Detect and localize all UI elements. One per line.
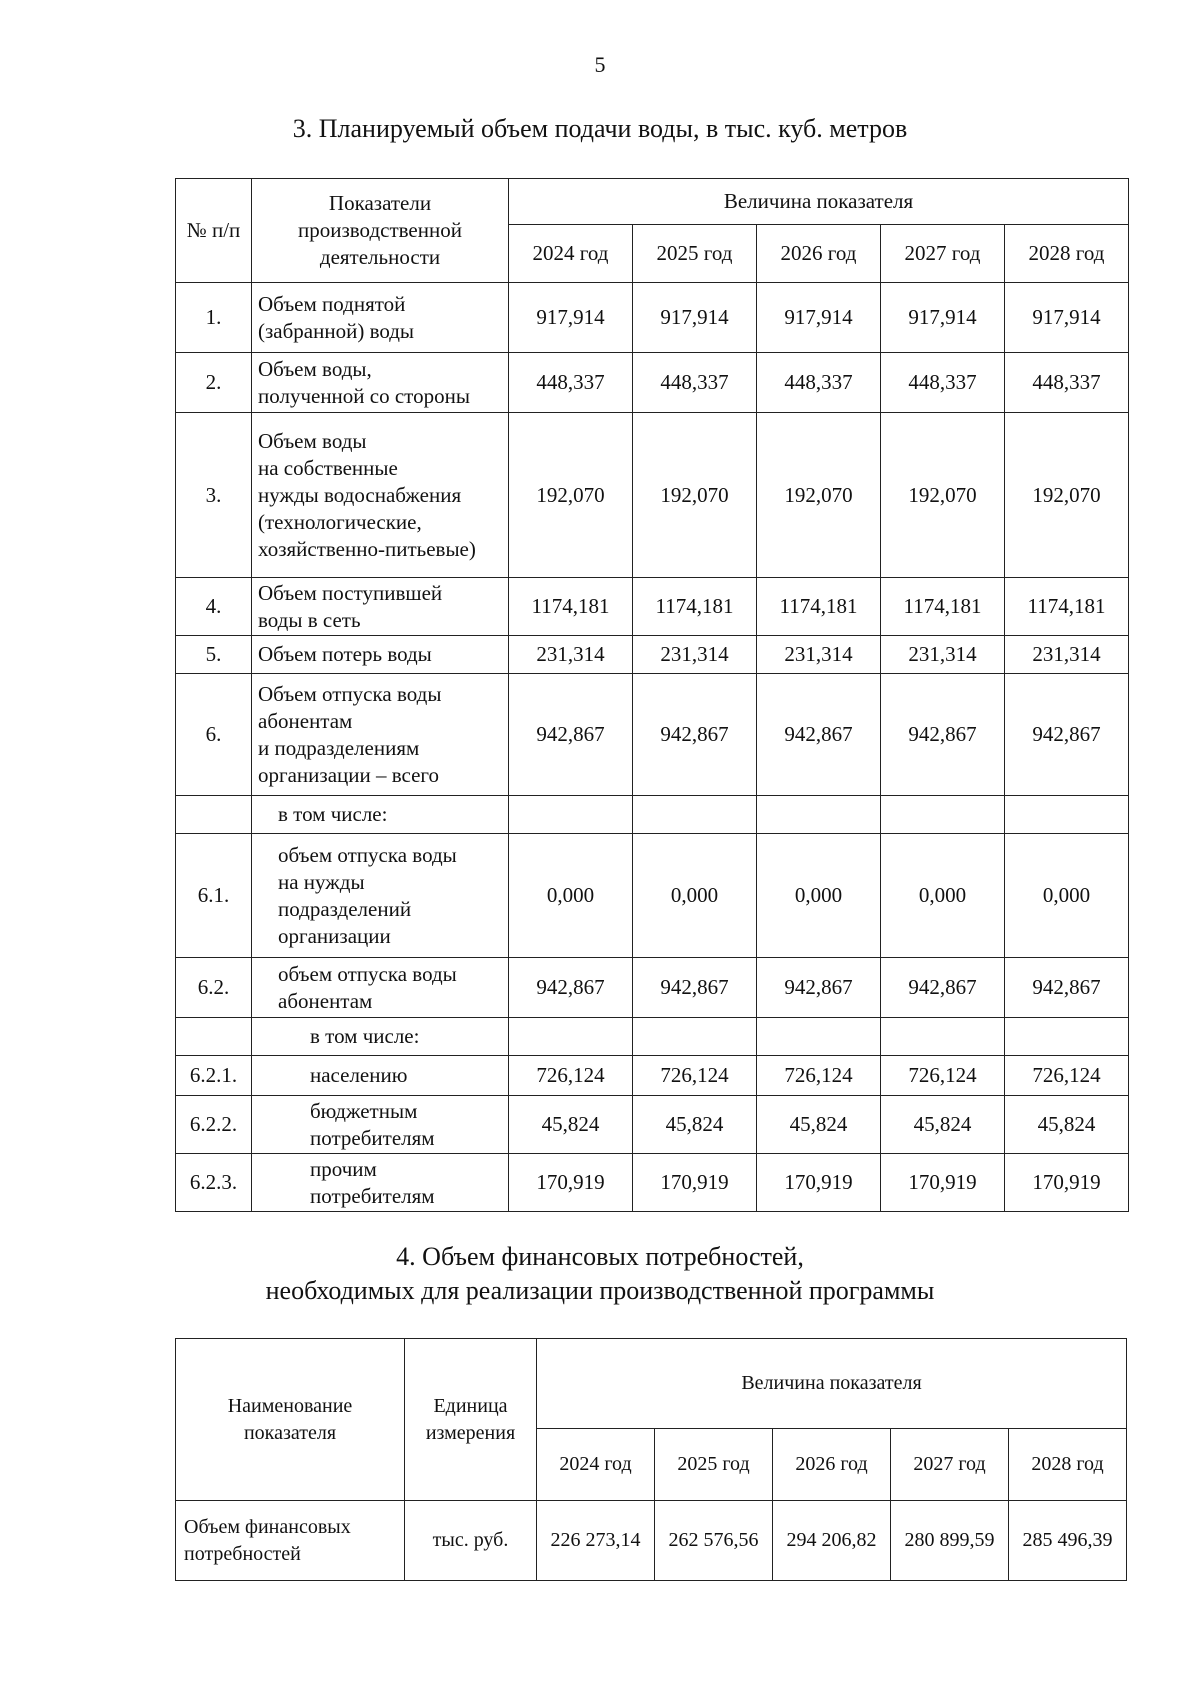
value-cell: 942,867 bbox=[1005, 958, 1129, 1018]
value-cell: 726,124 bbox=[757, 1056, 881, 1096]
table-row bbox=[176, 636, 1129, 674]
value-cell: 0,000 bbox=[757, 834, 881, 958]
indicator-line: организации – всего bbox=[258, 762, 440, 787]
indicator-line: Объем отпуска воды bbox=[258, 681, 442, 706]
indicator-line: (технологические, bbox=[258, 509, 422, 534]
indicator-line: потребителям bbox=[310, 1125, 435, 1150]
indicator-line: Объем поступившей bbox=[258, 580, 443, 605]
value-cell: 917,914 bbox=[881, 283, 1005, 353]
header-year: 2028 год bbox=[1009, 1429, 1127, 1501]
table-row bbox=[176, 958, 1129, 1018]
indicator-line: воды в сеть bbox=[258, 607, 361, 632]
value-cell: 942,867 bbox=[633, 958, 757, 1018]
indicator-line: Объем потерь воды bbox=[258, 642, 432, 666]
value-cell: 942,867 bbox=[633, 674, 757, 796]
header-year: 2026 год bbox=[773, 1429, 891, 1501]
value-cell: 280 899,59 bbox=[891, 1501, 1009, 1581]
row-number: 6.1. bbox=[176, 834, 252, 958]
value-cell: 726,124 bbox=[633, 1056, 757, 1096]
row-indicator bbox=[252, 958, 509, 1018]
value-cell: 170,919 bbox=[509, 1154, 633, 1212]
value-cell: 0,000 bbox=[881, 834, 1005, 958]
table-row bbox=[176, 1018, 1129, 1056]
value-cell: 1174,181 bbox=[1005, 578, 1129, 636]
table-row bbox=[176, 413, 1129, 578]
row-number: 3. bbox=[176, 413, 252, 578]
row-indicator bbox=[252, 1096, 509, 1154]
value-cell: 942,867 bbox=[1005, 674, 1129, 796]
table-row bbox=[176, 1096, 1129, 1154]
table-row bbox=[176, 353, 1129, 413]
table-row bbox=[176, 674, 1129, 796]
value-cell: 448,337 bbox=[633, 353, 757, 413]
indicator-line: Объем воды, bbox=[258, 356, 372, 381]
value-cell: 231,314 bbox=[757, 636, 881, 674]
value-cell: 448,337 bbox=[1005, 353, 1129, 413]
row-number: 5. bbox=[176, 636, 252, 674]
table-row bbox=[176, 578, 1129, 636]
header-year: 2028 год bbox=[1005, 225, 1129, 283]
row-number: 6.2.3. bbox=[176, 1154, 252, 1212]
name-line: потребностей bbox=[184, 1542, 301, 1565]
value-cell: 942,867 bbox=[881, 958, 1005, 1018]
header-year: 2026 год bbox=[757, 225, 881, 283]
row-indicator bbox=[252, 674, 509, 796]
indicator-line: в том числе: bbox=[278, 802, 388, 826]
header-name-line: Наименование bbox=[227, 1394, 353, 1417]
header-unit-line: измерения bbox=[425, 1421, 516, 1444]
value-cell: 942,867 bbox=[757, 674, 881, 796]
value-cell: 226 273,14 bbox=[537, 1501, 655, 1581]
table4-title-line: 4. Объем финансовых потребностей, bbox=[396, 1242, 804, 1271]
row-number: 6.2. bbox=[176, 958, 252, 1018]
table4-title bbox=[0, 1240, 1200, 1308]
row-indicator bbox=[252, 353, 509, 413]
row-indicator bbox=[252, 636, 509, 674]
row-indicator bbox=[252, 1154, 509, 1212]
value-cell: 231,314 bbox=[633, 636, 757, 674]
header-indicator bbox=[252, 179, 509, 283]
indicator-line: абонентам bbox=[278, 988, 373, 1013]
row-number bbox=[176, 1018, 252, 1056]
row-indicator bbox=[252, 578, 509, 636]
financial-needs-table bbox=[175, 1338, 1127, 1581]
header-year: 2027 год bbox=[891, 1429, 1009, 1501]
value-cell: 45,824 bbox=[881, 1096, 1005, 1154]
value-cell: 0,000 bbox=[1005, 834, 1129, 958]
value-cell: 170,919 bbox=[881, 1154, 1005, 1212]
value-cell: 726,124 bbox=[1005, 1056, 1129, 1096]
row-number: 2. bbox=[176, 353, 252, 413]
value-cell: 1174,181 bbox=[757, 578, 881, 636]
indicator-line: полученной со стороны bbox=[258, 383, 470, 408]
header-indicator-line: Показатели bbox=[328, 191, 432, 215]
header-year: 2024 год bbox=[537, 1429, 655, 1501]
value-cell bbox=[1005, 796, 1129, 834]
indicator-line: Объем воды bbox=[258, 428, 367, 453]
value-cell: 285 496,39 bbox=[1009, 1501, 1127, 1581]
value-cell: 917,914 bbox=[509, 283, 633, 353]
table-row bbox=[176, 1056, 1129, 1096]
table-row bbox=[176, 283, 1129, 353]
value-cell: 942,867 bbox=[881, 674, 1005, 796]
value-cell: 942,867 bbox=[509, 674, 633, 796]
header-year: 2024 год bbox=[509, 225, 633, 283]
header-indicator-line: деятельности bbox=[319, 245, 441, 269]
row-number: 4. bbox=[176, 578, 252, 636]
value-cell bbox=[509, 796, 633, 834]
value-cell: 170,919 bbox=[757, 1154, 881, 1212]
row-indicator bbox=[252, 834, 509, 958]
value-cell: 0,000 bbox=[509, 834, 633, 958]
row-indicator bbox=[252, 283, 509, 353]
value-cell: 231,314 bbox=[881, 636, 1005, 674]
indicator-line: (забранной) воды bbox=[258, 318, 415, 343]
row-indicator bbox=[252, 796, 509, 834]
header-year: 2025 год bbox=[655, 1429, 773, 1501]
row-number bbox=[176, 796, 252, 834]
row-number: 6.2.1. bbox=[176, 1056, 252, 1096]
value-cell: 294 206,82 bbox=[773, 1501, 891, 1581]
header-num: № п/п bbox=[176, 179, 252, 283]
value-cell: 45,824 bbox=[757, 1096, 881, 1154]
header-unit bbox=[405, 1339, 537, 1501]
value-cell: 45,824 bbox=[1005, 1096, 1129, 1154]
table4-title-line: необходимых для реализации производственной программы bbox=[265, 1276, 935, 1305]
value-cell: 192,070 bbox=[633, 413, 757, 578]
water-supply-table bbox=[175, 178, 1129, 1212]
header-name bbox=[176, 1339, 405, 1501]
row-name bbox=[176, 1501, 405, 1581]
table-row bbox=[176, 796, 1129, 834]
row-indicator bbox=[252, 413, 509, 578]
value-cell: 192,070 bbox=[1005, 413, 1129, 578]
row-number: 6. bbox=[176, 674, 252, 796]
value-cell: 1174,181 bbox=[509, 578, 633, 636]
header-value-group: Величина показателя bbox=[509, 179, 1129, 225]
row-indicator bbox=[252, 1018, 509, 1056]
value-cell: 45,824 bbox=[509, 1096, 633, 1154]
value-cell: 0,000 bbox=[633, 834, 757, 958]
value-cell: 942,867 bbox=[509, 958, 633, 1018]
indicator-line: прочим bbox=[310, 1156, 377, 1181]
value-cell: 231,314 bbox=[1005, 636, 1129, 674]
value-cell: 45,824 bbox=[633, 1096, 757, 1154]
value-cell: 170,919 bbox=[633, 1154, 757, 1212]
value-cell: 1174,181 bbox=[633, 578, 757, 636]
value-cell bbox=[881, 1018, 1005, 1056]
value-cell bbox=[633, 1018, 757, 1056]
header-year: 2025 год bbox=[633, 225, 757, 283]
indicator-line: объем отпуска воды bbox=[278, 842, 457, 867]
header-value-group: Величина показателя bbox=[537, 1339, 1127, 1429]
indicator-line: объем отпуска воды bbox=[278, 961, 457, 986]
value-cell: 448,337 bbox=[509, 353, 633, 413]
name-line: Объем финансовых bbox=[184, 1515, 351, 1538]
indicator-line: хозяйственно-питьевые) bbox=[258, 536, 476, 561]
indicator-line: потребителям bbox=[310, 1183, 435, 1208]
row-indicator bbox=[252, 1056, 509, 1096]
indicator-line: подразделений bbox=[278, 896, 412, 921]
value-cell bbox=[509, 1018, 633, 1056]
water-supply-table-body bbox=[176, 283, 1129, 1212]
value-cell: 192,070 bbox=[757, 413, 881, 578]
indicator-line: бюджетным bbox=[310, 1098, 418, 1123]
value-cell bbox=[633, 796, 757, 834]
indicator-line: нужды водоснабжения bbox=[258, 482, 462, 507]
value-cell bbox=[757, 1018, 881, 1056]
header-indicator-line: производственной bbox=[298, 218, 462, 242]
indicator-line: и подразделениям bbox=[258, 735, 420, 760]
page-number: 5 bbox=[594, 52, 606, 77]
value-cell: 917,914 bbox=[1005, 283, 1129, 353]
indicator-line: в том числе: bbox=[310, 1024, 420, 1048]
header-unit-line: Единица bbox=[433, 1394, 508, 1417]
value-cell: 1174,181 bbox=[881, 578, 1005, 636]
header-name-line: показателя bbox=[243, 1421, 337, 1444]
indicator-line: населению bbox=[310, 1063, 408, 1087]
value-cell: 917,914 bbox=[757, 283, 881, 353]
row-unit: тыс. руб. bbox=[405, 1501, 537, 1581]
value-cell bbox=[757, 796, 881, 834]
row-number: 1. bbox=[176, 283, 252, 353]
indicator-line: абонентам bbox=[258, 708, 353, 733]
value-cell: 726,124 bbox=[881, 1056, 1005, 1096]
indicator-line: на собственные bbox=[258, 455, 398, 480]
indicator-line: Объем поднятой bbox=[258, 291, 406, 316]
header-year: 2027 год bbox=[881, 225, 1005, 283]
value-cell: 917,914 bbox=[633, 283, 757, 353]
value-cell bbox=[881, 796, 1005, 834]
table3-title: 3. Планируемый объем подачи воды, в тыс. куб. метров bbox=[292, 114, 908, 143]
value-cell: 262 576,56 bbox=[655, 1501, 773, 1581]
value-cell: 231,314 bbox=[509, 636, 633, 674]
value-cell: 192,070 bbox=[509, 413, 633, 578]
value-cell: 192,070 bbox=[881, 413, 1005, 578]
table-row bbox=[176, 1501, 1127, 1581]
indicator-line: организации bbox=[278, 923, 391, 948]
financial-needs-table-body bbox=[176, 1501, 1127, 1581]
row-number: 6.2.2. bbox=[176, 1096, 252, 1154]
value-cell: 448,337 bbox=[757, 353, 881, 413]
value-cell bbox=[1005, 1018, 1129, 1056]
value-cell: 942,867 bbox=[757, 958, 881, 1018]
table-row bbox=[176, 834, 1129, 958]
value-cell: 170,919 bbox=[1005, 1154, 1129, 1212]
indicator-line: на нужды bbox=[278, 869, 365, 894]
table-row bbox=[176, 1154, 1129, 1212]
value-cell: 448,337 bbox=[881, 353, 1005, 413]
value-cell: 726,124 bbox=[509, 1056, 633, 1096]
